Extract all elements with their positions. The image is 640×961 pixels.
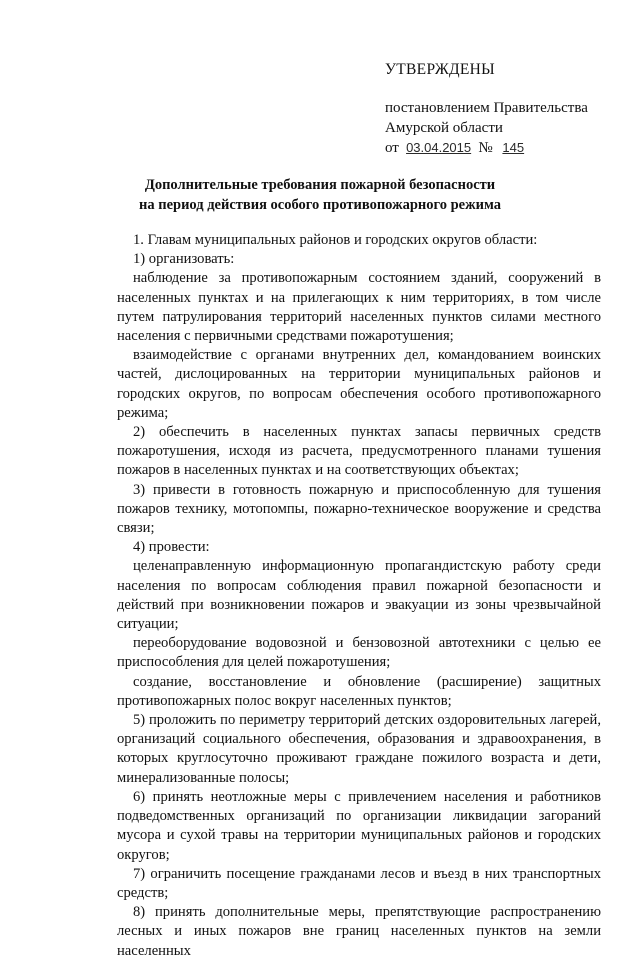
paragraph: 4) провести: bbox=[133, 539, 210, 556]
number-prefix: № bbox=[478, 140, 493, 156]
approval-date: 03.04.2015 bbox=[406, 140, 472, 155]
paragraph: 7) ограничить посещение гражданами лесов и въезд в них транспортных средств; bbox=[117, 865, 601, 901]
document-title bbox=[110, 175, 530, 215]
title-line-2: на период действия особого противопожарного режима bbox=[138, 197, 502, 213]
paragraph: 1) организовать: bbox=[133, 251, 235, 268]
approval-heading: УТВЕРЖДЕНЫ bbox=[385, 61, 495, 78]
paragraph: 8) принять дополнительные меры, препятствующие распространению лесных и иных пожаров вне границ населенных пунктов на земли населенных bbox=[117, 904, 601, 959]
approval-number: 145 bbox=[502, 140, 525, 155]
paragraph: 2) обеспечить в населенных пунктах запасы первичных средств пожаротушения, исходя из расчета, предусмотренного планами тушения пожаров в населенных пунктах и на соответствующих объектах; bbox=[117, 424, 601, 479]
title-line-1: Дополнительные требования пожарной безопасности bbox=[144, 177, 496, 193]
approval-date-line bbox=[385, 138, 625, 158]
paragraph: 1. Главам муниципальных районов и городских округов области: bbox=[133, 232, 538, 248]
approval-block bbox=[385, 60, 625, 158]
paragraph: создание, восстановление и обновление (расширение) защитных противопожарных полос вокруг населенных пунктов; bbox=[117, 673, 601, 709]
document-body bbox=[117, 231, 601, 961]
approval-line-1: постановлением Правительства bbox=[385, 100, 588, 116]
paragraph: 5) проложить по периметру территорий детских оздоровительных лагерей, организаций социального обеспечения, образования и здравоохранения, в которых круглосуточно проживают граждане пожилого возраста и дети, минерализованные полосы; bbox=[117, 712, 601, 786]
approval-line-2: Амурской области bbox=[385, 120, 503, 136]
paragraph: переоборудование водовозной и бензовозной автотехники с целью ее приспособления для целей пожаротушения; bbox=[117, 635, 601, 671]
paragraph: целенаправленную информационную пропагандистскую работу среди населения по вопросам соблюдения правил пожарной безопасности и действий при возникновении пожаров и эвакуации из зоны чрезвычайной ситуации; bbox=[117, 558, 601, 633]
paragraph: 6) принять неотложные меры с привлечением населения и работников подведомственных организаций по организации ликвидации загораний мусора и сухой травы на территории муниципальных районов и городских округов; bbox=[117, 788, 601, 863]
paragraph: 3) привести в готовность пожарную и приспособленную для тушения пожаров технику, мотопомпы, пожарно-техническое вооружение и средства связи; bbox=[117, 481, 601, 537]
date-prefix: от bbox=[385, 140, 399, 156]
paragraph: наблюдение за противопожарным состоянием зданий, сооружений в населенных пунктах и на прилегающих к ним территориях, в том числе путем патрулирования территорий населенных пунктов силами местного населения с первичными средствами пожаротушения; bbox=[117, 270, 601, 345]
paragraph: взаимодействие с органами внутренних дел, командованием воинских частей, дислоцированных на территории муниципальных районов и городских округов, по вопросам обеспечения особого противопожарного режима; bbox=[117, 347, 601, 421]
